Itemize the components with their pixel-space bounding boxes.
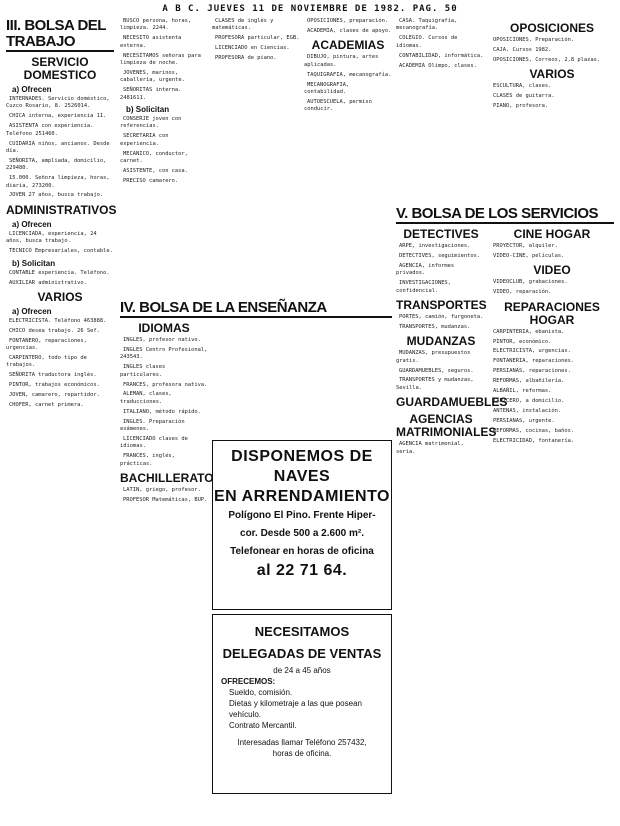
ad-delegadas-line: DELEGADAS DE VENTAS: [222, 646, 382, 661]
classified-ad: CHOFER, carnet primera.: [9, 402, 84, 409]
heading-bachillerato: BACHILLERATO: [120, 471, 214, 486]
heading-video: VIDEO: [533, 263, 571, 278]
classified-ad: CARPINTERO, todo tipo de trabajos.: [6, 355, 87, 369]
classified-ad: CLASES de guitarra.: [493, 93, 555, 100]
ad-delegadas-line: de 24 a 45 años: [273, 666, 331, 675]
column-4-top: [304, 18, 392, 296]
section-title-bolsa-ensenanza: IV. BOLSA DE LA ENSEÑANZA: [120, 300, 392, 318]
classified-ad: ARPE, investigaciones.: [399, 243, 471, 249]
ad-naves-phone: al 22 71 64.: [256, 562, 348, 579]
classified-ad: ELECTRICISTA. Teléfono 463888.: [9, 317, 107, 324]
classified-ad: PROYECTOR, alquiler.: [493, 243, 558, 249]
classified-ad: PERSIANAS, urgente.: [493, 417, 555, 424]
classified-ad: COLEGIO. Cursos de idiomas.: [396, 35, 458, 49]
classified-ad: OPOSICIONES. Preparación.: [493, 37, 575, 43]
classified-ad: CHICA interna, experiencia 11.: [9, 113, 107, 120]
classified-ad: INGLES, profesor nativo.: [123, 337, 201, 343]
column-3-top: [212, 18, 300, 286]
subheading-ofrecen: a) Ofrecen: [12, 219, 52, 229]
classified-ad: SEÑORITAS interna. 2481611.: [120, 87, 182, 101]
ad-naves-line: cor. Desde 500 a 2.600 m².: [240, 528, 364, 539]
heading-mudanzas: MUDANZAS: [406, 334, 476, 349]
classified-ad: TAPICERO, a domicilio.: [493, 397, 565, 404]
heading-varios: VARIOS: [37, 289, 83, 304]
classified-ad: INGLES clases particulares.: [120, 364, 166, 378]
classified-ad: 15.000. Señora limpieza, horas, diaria, 273200.: [6, 175, 110, 189]
classified-ad: NECESITAMOS señoras para limpieza de noche.: [120, 52, 201, 67]
heading-transportes: TRANSPORTES: [396, 297, 487, 312]
ad-naves-line: DISPONEMOS DE NAVES: [231, 448, 373, 485]
classified-ad: AGENCIA, informes privados.: [396, 262, 455, 277]
classified-ad: CAJA. Cursos 1982.: [493, 46, 552, 53]
classified-ad: ELECTRICISTA, urgencias.: [493, 348, 571, 355]
subheading-solicitan: b) Solicitan: [126, 105, 170, 115]
classified-ad: PROFESORA de piano.: [215, 55, 277, 62]
classified-ad: TECNICO Empresariales, contable.: [9, 248, 113, 255]
page-header: A B C. JUEVES 11 DE NOVIEMBRE DE 1982. PAG. 50: [162, 4, 458, 14]
classified-ad: BUSCO persona, horas, limpieza. 2244.: [120, 18, 192, 32]
section-title-bolsa-servicios: V. BOLSA DE LOS SERVICIOS: [396, 206, 614, 224]
classified-ad: DETECTIVES, seguimientos.: [399, 252, 481, 259]
classified-ad: FONTANERIA, reparaciones.: [493, 358, 575, 365]
classified-ad: REFORMAS, albañilería.: [493, 378, 565, 385]
classified-ad: CHICO desea trabajo. 26 Sef.: [9, 327, 100, 334]
advertisement-naves: [212, 440, 392, 610]
ad-naves-line: Polígono El Pino. Frente Hiper-: [228, 510, 376, 521]
classified-ad: MECANICO, conductor, carnet.: [120, 150, 188, 165]
column-1: [6, 17, 117, 822]
classified-ad: LATIN, griego, profesor.: [123, 487, 201, 494]
classified-ad: VIDEO-CINE, películas.: [493, 252, 565, 259]
heading-administrativos: ADMINISTRATIVOS: [6, 202, 117, 217]
classified-ad: CONTABLE experiencia. Teléfono.: [9, 269, 110, 276]
classified-ad: CARPINTERIA, ebanista.: [493, 328, 565, 335]
column-2-idiomas: [120, 318, 214, 822]
classified-ad: TRANSPORTES y mudanzas, Sevilla.: [396, 377, 474, 391]
classified-ad: INGLES Centro Profesional, 243543.: [120, 346, 208, 361]
classified-ad: AUTOESCUELA, permiso conducir.: [304, 98, 372, 113]
classified-ad: FRANCES, inglés, prácticas.: [120, 453, 175, 467]
column-5-top: [490, 18, 614, 202]
classified-ad: CUIDARIA niños, ancianos. Desde día.: [6, 140, 110, 154]
heading-reparaciones-hogar: REPARACIONES HOGAR: [504, 299, 600, 327]
ad-delegadas-bullet: Dietas y kilometraje a las que posean vehículo.: [229, 699, 362, 719]
column-5-servicios: [490, 224, 614, 822]
classified-ad: PORTES, camión, furgoneta.: [399, 313, 484, 320]
classified-ad: CONTABILIDAD, informática.: [399, 52, 484, 59]
classified-ad: JOVEN 27 años, busca trabajo.: [9, 192, 104, 199]
classified-ad: PIANO, profesora.: [493, 103, 549, 110]
classified-ad: ESCULTURA, clases.: [493, 83, 552, 90]
classified-ad: LICENCIADA, experiencia, 24 años, busca trabajo.: [6, 230, 97, 245]
classified-ad: PINTOR, trabajos económicos.: [9, 382, 100, 389]
ad-delegadas-bullet: Contrato Mercantil.: [229, 721, 297, 730]
classified-ad: DIBUJO, pintura, artes aplicadas.: [304, 54, 379, 68]
classified-ad: GUARDAMUEBLES, seguros.: [399, 367, 474, 374]
classified-ad: CASA. Taquigrafía, mecanografía.: [396, 18, 458, 32]
classified-ad: PROFESOR Matemáticas, BUP.: [123, 497, 208, 503]
heading-agencias-matrimoniales: AGENCIAS MATRIMONIALES: [396, 412, 497, 440]
ad-delegadas-line: Interesadas llamar Teléfono 257432,: [237, 738, 367, 747]
classified-ad: AGENCIA matrimonial, seria.: [396, 441, 464, 455]
classified-ad: ANTENAS, instalación.: [493, 407, 562, 414]
subheading-solicitan: b) Solicitan: [12, 258, 56, 268]
heading-guardamuebles: GUARDAMUEBLES: [396, 395, 508, 410]
subheading-ofrecen: a) Ofrecen: [12, 306, 52, 316]
classified-ad: ALEMAN, clases, traducciones.: [120, 391, 172, 405]
heading-oposiciones: OPOSICIONES: [509, 21, 595, 35]
ad-delegadas-bullet: Sueldo, comisión.: [229, 688, 293, 697]
classified-ad: FRANCES, profesora nativa.: [123, 381, 208, 388]
classified-ad: ACADEMIA Olimpo, clases.: [399, 62, 477, 69]
servicios-band: [396, 206, 614, 222]
ad-delegadas-line: NECESITAMOS: [254, 624, 350, 639]
heading-varios: VARIOS: [529, 67, 575, 82]
classified-ad: VIDEO, reparación.: [493, 289, 552, 296]
classified-ad: CLASES de inglés y matemáticas.: [212, 18, 274, 32]
classified-ad: LICENCIADO en Ciencias.: [215, 45, 290, 52]
classified-ad: NECESITO asistenta externa.: [120, 35, 182, 49]
classified-ad: PERSIANAS, reparaciones.: [493, 368, 571, 375]
classified-ad: SECRETARIA con experiencia.: [120, 133, 169, 147]
section-title-bolsa-trabajo: III. BOLSA DEL TRABAJO: [6, 18, 114, 52]
heading-cine-hogar: CINE HOGAR: [513, 227, 591, 241]
classified-ad: ACADEMIA, clases de apoyo.: [307, 27, 392, 34]
heading-servicio-domestico: SERVICIO DOMESTICO: [23, 55, 97, 82]
classified-ad: FONTANERO, reparaciones, urgencias.: [6, 337, 87, 352]
classified-ad: OPOSICIONES, preparación.: [307, 18, 389, 24]
classified-ad: CONSERJE joven con referencias.: [120, 116, 182, 130]
classified-ad: TAQUIGRAFIA, mecanografía.: [307, 71, 392, 78]
classified-ad: INGLES. Preparación exámenes.: [120, 418, 185, 433]
classified-ad: PINTOR, económico.: [493, 338, 552, 345]
classified-ad: LICENCIADO clases de idiomas.: [120, 435, 188, 450]
classified-ad: TRANSPORTES, mudanzas.: [399, 323, 471, 330]
heading-detectives: DETECTIVES: [403, 227, 479, 241]
ad-delegadas-line: OFRECEMOS:: [221, 677, 276, 686]
ad-delegadas-line: horas de oficina.: [272, 749, 332, 758]
classified-ad: INVESTIGACIONES, confidencial.: [396, 280, 451, 294]
ad-naves-line: Telefonear en horas de oficina: [230, 546, 374, 557]
ensenanza-band: [120, 300, 392, 316]
heading-idiomas: IDIOMAS: [138, 321, 190, 335]
classified-ad: PRECISO camarero.: [123, 177, 179, 184]
classified-ad: MUDANZAS, presupuestos gratis.: [396, 350, 471, 364]
classified-ad: INTERNADES. Servicio doméstico, Cuzco Rosario, 8. 2526014.: [6, 96, 110, 110]
classified-ad: PROFESORA particular, EGB.: [215, 35, 300, 42]
classified-ad: SEÑORITA, ampliada, domicilio, 229480.: [6, 157, 107, 172]
classified-ad: ALBAÑIL, reformas.: [493, 388, 552, 395]
classified-ad: MECANOGRAFIA, contabilidad.: [304, 81, 350, 95]
classified-ad: ITALIANO, método rápido.: [123, 408, 201, 415]
column-4-servicios: [396, 224, 508, 822]
classified-ad: OPOSICIONES, Correos, 2,8 plazas.: [493, 56, 601, 63]
advertisement-delegadas: [212, 614, 392, 794]
classified-ad: JOVENES, marinos, caballería, urgente.: [120, 69, 185, 84]
classified-ad: SEÑORITA traductora inglés.: [9, 372, 97, 379]
classified-ad: ASISTENTE, con casa.: [123, 168, 188, 174]
classified-ad: VIDEOCLUB, grabaciones.: [493, 279, 568, 286]
subheading-ofrecen: a) Ofrecen: [12, 85, 52, 94]
classified-ad: REFORMAS, cocinas, baños.: [493, 427, 575, 434]
classified-ad: ASISTENTA con experiencia. Teléfono 251460.: [6, 123, 94, 137]
classified-ad: ELECTRICIDAD, fontanería.: [493, 437, 575, 444]
ad-naves-line: EN ARRENDAMIENTO: [213, 488, 390, 505]
classified-ad: AUXILIAR administrativo.: [9, 279, 87, 286]
heading-academias: ACADEMIAS: [311, 38, 385, 53]
classified-ad: JOVEN, camarero, repartidor.: [9, 392, 100, 399]
